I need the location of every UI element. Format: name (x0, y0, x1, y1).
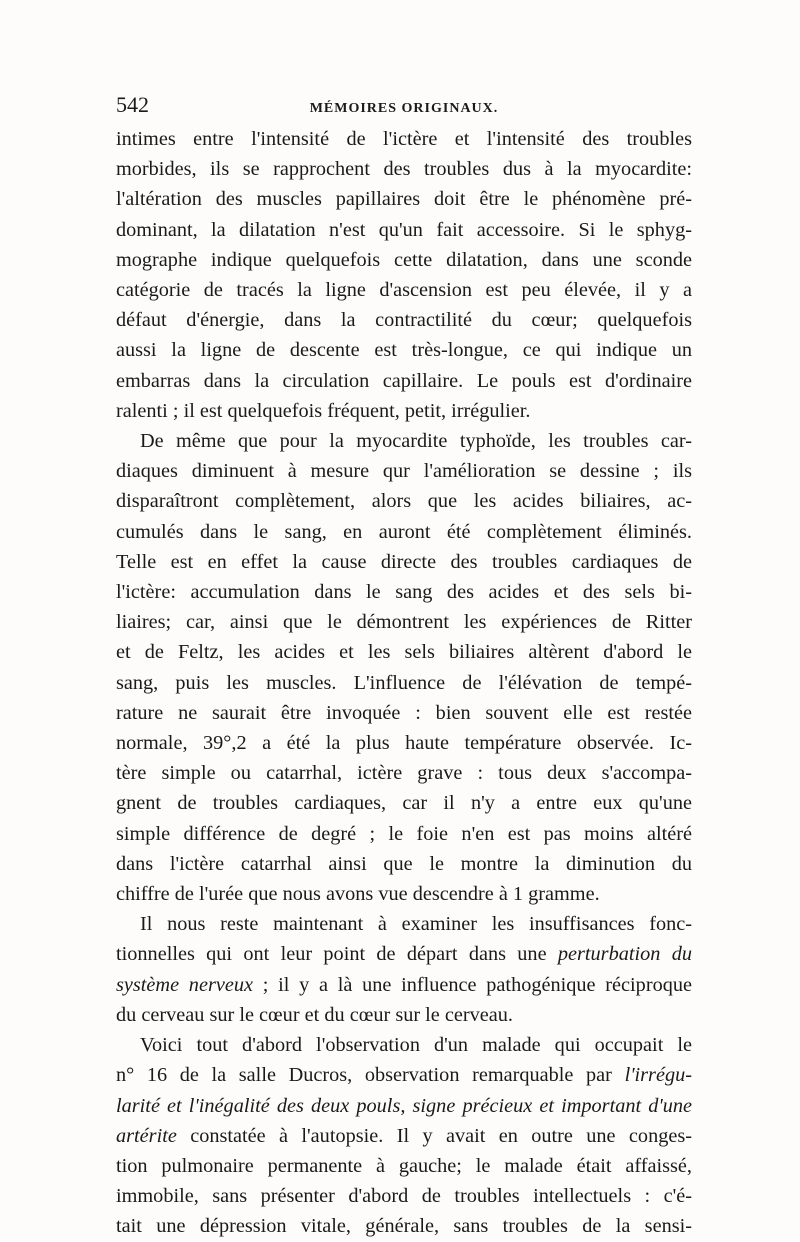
text-line: normale, 39°,2 a été la plus haute température observée. Ic- (116, 732, 692, 755)
text-line: diaques diminuent à mesure qur l'amélioration se dessine ; ils (116, 460, 692, 483)
text-run: n° 16 de la salle Ducros, observation remarquable par (116, 1064, 625, 1087)
text-line (116, 1091, 692, 1121)
text-line: dans l'ictère catarrhal ainsi que le montre la diminution du (116, 852, 692, 875)
text-line: l'altération des muscles papillaires doit être le phénomène pré- (116, 188, 692, 211)
italic-phrase: larité et l'inégalité des deux pouls, signe précieux et important d'une (116, 1094, 692, 1117)
text-line (116, 970, 692, 1000)
text-line: Telle est en effet la cause directe des troubles cardiaques de (116, 550, 692, 573)
text-run: constatée à l'autopsie. Il y avait en outre une conges- (176, 1124, 692, 1147)
text-line: et de Feltz, les acides et les sels biliaires altèrent d'abord le (116, 641, 692, 664)
italic-phrase: l'irrégu- (624, 1064, 692, 1087)
text-line: tait une dépression vitale, générale, sans troubles de la sensi- (116, 1215, 692, 1238)
body-text (116, 124, 692, 1242)
text-line: embarras dans la circulation capillaire. Le pouls est d'ordinaire (116, 369, 692, 392)
italic-phrase: artérite (116, 1124, 177, 1147)
paragraph-2 (116, 426, 692, 909)
text-run: ; il y a là une influence pathogénique réciproque (253, 973, 692, 996)
text-line (116, 939, 692, 969)
text-line: morbides, ils se rapprochent des troubles dus à la myocardite: (116, 158, 692, 181)
text-line (116, 1121, 692, 1151)
text-line: simple différence de degré ; le foie n'en est pas moins altéré (116, 822, 692, 845)
text-line: aussi la ligne de descente est très-longue, ce qui indique un (116, 339, 692, 362)
text-line: dominant, la dilatation n'est qu'un fait accessoire. Si le sphyg- (116, 218, 692, 241)
text-line: ralenti ; il est quelquefois fréquent, petit, irrégulier. (116, 399, 531, 422)
italic-phrase: perturbation du (557, 943, 692, 966)
text-line: intimes entre l'intensité de l'ictère et l'intensité des troubles (116, 128, 692, 150)
text-line: du cerveau sur le cœur et du cœur sur le cerveau. (116, 1003, 513, 1026)
page-header (116, 92, 692, 120)
page-number: 542 (116, 92, 149, 117)
text-line: gnent de troubles cardiaques, car il n'y a entre eux qu'une (116, 792, 692, 815)
text-line (116, 1060, 692, 1090)
running-title: MÉMOIRES ORIGINAUX. (309, 101, 499, 116)
text-line: immobile, sans présenter d'abord de troubles intellectuels : c'é- (116, 1185, 692, 1208)
italic-phrase: système nerveux (116, 973, 253, 996)
text-line: rature ne saurait être invoquée : bien souvent elle est restée (116, 701, 692, 724)
text-line: l'ictère: accumulation dans le sang des acides et des sels bi- (116, 581, 692, 604)
paragraph-4 (116, 1030, 692, 1241)
text-line: Il nous reste maintenant à examiner les insuffisances fonc- (140, 913, 692, 936)
text-line: tère simple ou catarrhal, ictère grave : tous deux s'accompa- (116, 762, 692, 785)
paragraph-1 (116, 124, 692, 426)
text-line: mographe indique quelquefois cette dilatation, dans une sconde (116, 248, 692, 271)
text-line: De même que pour la myocardite typhoïde, les troubles car- (140, 430, 692, 453)
text-line: disparaîtront complètement, alors que les acides biliaires, ac- (116, 490, 692, 513)
text-line: chiffre de l'urée que nous avons vue descendre à 1 gramme. (116, 883, 600, 906)
text-line: cumulés dans le sang, en auront été complètement éliminés. (116, 520, 692, 543)
text-line: sang, puis les muscles. L'influence de l'élévation de tempé- (116, 671, 692, 694)
text-line: liaires; car, ainsi que le démontrent les expériences de Ritter (116, 611, 692, 634)
text-line: tion pulmonaire permanente à gauche; le malade était affaissé, (116, 1154, 692, 1177)
text-line: défaut d'énergie, dans la contractilité du cœur; quelquefois (116, 309, 692, 332)
text-line: Voici tout d'abord l'observation d'un malade qui occupait le (140, 1034, 692, 1057)
paragraph-3 (116, 909, 692, 1030)
text-line: catégorie de tracés la ligne d'ascension est peu élevée, il y a (116, 279, 692, 302)
text-run: tionnelles qui ont leur point de départ dans une (116, 943, 558, 966)
